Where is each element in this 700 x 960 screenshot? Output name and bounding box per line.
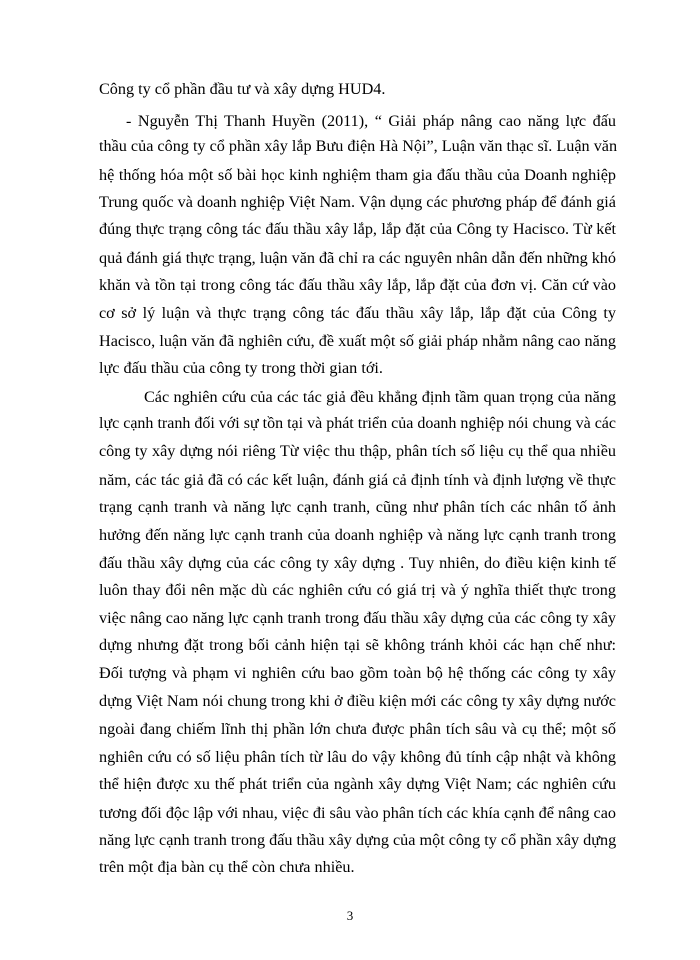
text-line: đúng thực trạng công tác đấu thầu xây lắp, lắp đặt của Công ty Hacisco. Từ kết xyxy=(99,220,616,238)
text-line: dựng nhưng đặt trong bối cảnh hiện tại sẽ không tránh khỏi các hạn chế như: xyxy=(99,636,616,654)
text-line: luôn thay đổi nên mặc dù các nghiên cứu có giá trị và ý nghĩa thiết thực trong xyxy=(99,581,616,599)
text-line: khăn và tồn tại trong công tác đấu thầu xây lắp, lắp đặt của đơn vị. Căn cứ vào xyxy=(99,276,616,294)
page-number: 3 xyxy=(346,908,354,923)
text-line: dựng Việt Nam nói chung trong khi ở điều kiện mới các công ty xây dựng nước xyxy=(99,692,616,710)
text-line: tương đối độc lập với nhau, việc đi sâu vào phân tích các khía cạnh để nâng cao xyxy=(99,804,616,822)
text-line: việc nâng cao năng lực cạnh tranh trong đấu thầu xây dựng của các công ty xây xyxy=(99,609,616,627)
text-line: trạng cạnh tranh và năng lực cạnh tranh, cũng như phân tích các nhân tố ảnh xyxy=(99,498,616,516)
text-line: Hacisco, luận văn đã nghiên cứu, đề xuất một số giải pháp nhằm nâng cao năng xyxy=(99,332,616,350)
text-line: lực cạnh tranh đối với sự tồn tại và phát triển của doanh nghiệp nói chung và các xyxy=(99,415,616,432)
text-line: lực đấu thầu của công ty trong thời gian tới. xyxy=(99,359,383,377)
text-line: quả đánh giá thực trạng, luận văn đã chỉ ra các nguyên nhân dẫn đến những khó xyxy=(99,249,616,267)
text-line: Trung quốc và doanh nghiệp Việt Nam. Vận dụng các phương pháp để đánh giá xyxy=(99,193,616,211)
text-line: Công ty cổ phần đầu tư và xây dựng HUD4. xyxy=(99,80,386,98)
text-line: công ty xây dựng nói riêng Từ việc thu thập, phân tích số liệu cụ thể qua nhiều xyxy=(99,442,616,460)
text-line: hưởng đến năng lực cạnh tranh của doanh nghiệp và năng lực cạnh tranh trong xyxy=(99,526,616,544)
text-line: năm, các tác giả đã có các kết luận, đánh giá cả định tính và định lượng về thực xyxy=(99,471,616,489)
text-line: ngoài đang chiếm lĩnh thị phần lớn chưa được phân tích sâu và cụ thể; một số xyxy=(99,720,616,738)
text-line: - Nguyễn Thị Thanh Huyền (2011), “ Giải pháp nâng cao năng lực đấu xyxy=(126,112,616,130)
text-line: nghiên cứu có số liệu phân tích từ lâu do vậy không đủ tính cập nhật và không xyxy=(99,748,616,766)
text-line: Đối tượng và phạm vi nghiên cứu bao gồm toàn bộ hệ thống các công ty xây xyxy=(99,664,616,682)
text-line: trên một địa bàn cụ thể còn chưa nhiều. xyxy=(99,858,355,876)
text-line: thầu của công ty cổ phần xây lắp Bưu điện Hà Nội”, Luận văn thạc sĩ. Luận văn xyxy=(99,137,618,155)
text-line: thể hiện được xu thế phát triển của ngành xây dựng Việt Nam; các nghiên cứu xyxy=(99,775,616,793)
text-line: cơ sở lý luận và thực trạng công tác đấu thầu xây lắp, lắp đặt của Công ty xyxy=(99,304,616,322)
text-line: hệ thống hóa một số bài học kinh nghiệm tham gia đấu thầu của Doanh nghiệp xyxy=(99,166,616,184)
text-line: Các nghiên cứu của các tác giả đều khẳng định tầm quan trọng của năng xyxy=(144,388,616,406)
text-line: đấu thầu xây dựng của các công ty xây dựng . Tuy nhiên, do điều kiện kinh tế xyxy=(99,554,616,572)
text-line: năng lực cạnh tranh trong đấu thầu xây dựng của một công ty cổ phần xây dựng xyxy=(99,831,617,849)
